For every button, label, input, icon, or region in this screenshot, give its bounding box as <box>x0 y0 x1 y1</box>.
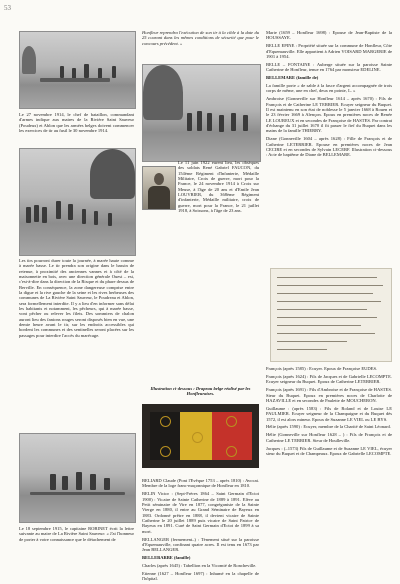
text-paragraph: Hélie (Gonneville sur Honfleur 1628 – ) : Fils de François et de Catherine LE TERRIER. Sieur de Houlleville. <box>266 432 392 443</box>
belgian-flag-photo <box>142 404 259 468</box>
soldiers-marsh-photo <box>19 31 136 109</box>
baptism-act-document <box>270 268 392 362</box>
text-paragraph: Diane (Gonneville 1604 – après 1628) : Fille de François et de Catherine LETERRIER. Epouse en premières noces de Jean CECIRE et en secondes de Sylvain LECERF. Illustration ci-dessous : Acte de baptême de Diane de BELLEMARE. <box>266 136 392 158</box>
soldiers-parade-photo <box>19 148 136 256</box>
text-paragraph: BELLE – FONTAINE : Auberge située sur la paroisse Sainte Catherine de Honfleur, tenue en 1764 par monsieur EDELINE. <box>266 61 392 73</box>
text-paragraph: Le 11 juin 1922 eurent lieu, les obsèques des soldats René Gabriel FAUCON, du 154ème Régiment d'Infanterie, Médaille Militaire, Croix de guerre, mort pour la France, le 24 novembre 1914 à Croix sur Meuse, à l'âge de 20 ans et d'Emile Jean LOUVRIER, du 368ème Régiment d'infanterie, Médaille militaire, croix de guerre, mort pour la France, le 21 juillet 1918, à Soissons, à l'âge de 23 ans. <box>178 160 259 214</box>
text-paragraph: Le 18 septembre 1915, le capitaine ROBINET écrit la lettre suivante au maire de La Rivière Saint Sauveur: « J'ai l'honneur de porter à votre connaissance que le détachement de <box>19 526 134 542</box>
text-paragraph: BELIARD Claude (Pont l'Evêque 1753 – après 1810) : Avocat. Membre de la loge franc-maçonnique de Honfleur en 1810. <box>142 478 259 489</box>
caption-text: Illustration ci-dessous : Drapeau belge réalisé par les Honfleuraises. <box>150 386 251 397</box>
flag-caption <box>142 386 259 399</box>
text-paragraph: Jacques : (–1573) Fils de Guillaume et de Suzanne LE VIEL, écuyer sieur du Buquet et de Champeaux. Epoux de Gabrielle LECOMPTE. <box>266 445 392 457</box>
text-paragraph: BELLE EPINE : Propriété située sur la commune de Honfleur, Côte d'Equemauville. Elle appartient à Adrien VOISARD MARGERIE de 1901 à 1954. <box>266 43 392 59</box>
section-heading: BELLEMARE (famille de) <box>266 75 319 81</box>
text-paragraph: Charles (après 1645) : Tabellion en la Vicomté de Roncheville. <box>142 563 257 569</box>
column-right-upper <box>266 30 392 160</box>
column-middle-obituary <box>178 160 259 216</box>
text-paragraph: Le 27 novembre 1914, le chef de bataillon, commandant d'armes indique aux maires de la Rivière Saint Sauveur (Poudeux) et Ablon que les armées belges doivent commencer les exercices de tir au fusil le 30 novembre 1914. <box>19 112 134 134</box>
text-paragraph: BELLANGER (fermement–) : Tènement situé sur la paroisse d'Equemauville, confinant quatre acres. Il est tenu en 1673 par Jean BELLANGER. <box>142 536 259 553</box>
column-right-lower <box>266 366 392 459</box>
soldiers-shooting-photo <box>19 433 136 523</box>
text-paragraph: Hélie (après 1590) : Ecuyer, membre de la Charité de Saint Léonard. <box>266 424 391 430</box>
column-left-lower <box>19 526 134 545</box>
page-number: 53 <box>4 4 11 12</box>
quote-paragraph: Honfleur reprendra l'exécution de son tir à la cible à la date du 25 courant dans les mêmes conditions de sécurité que pour le concours précédent. » <box>142 30 259 46</box>
text-paragraph: BELIN Victor : (Sept-Frères 1864 – Saint Germain d'Ectot 1900) : Vicaire de Sainte Catherine de 1889 à 1891. Elève au Petit séminaire de Vire en 1877, congréganiste de la Sainte Vierge en 1880, il entre au Grand Séminaire de Bayeux en 1883. Ordonné prêtre en 1888, il devient vicaire de Sainte Catherine le 20 juillet 1889 puis vicaire de Saint Patrice de Bayeux en 1891. Curé de Saint Germain d'Ectot de 1899 à sa mort. <box>142 491 259 534</box>
text-paragraph: Marie (1659 – Honfleur 1698) : Epouse de Jean-Baptiste de la HOUSSAYE. <box>266 30 392 41</box>
text-paragraph: Guillaume : (après 1583) : Fils de Roland et de Louise LE PAULMIER. Ecuyer seigneur de la Champaigne et du Buquet dès 1572, il est alors mineur. Epoux de Suzanne LE VIEL ou LE BYS. <box>266 405 392 422</box>
text-paragraph: Ambroise (Gonneville sur Honfleur 1614 – après 1670) : Fils de François et de Catherine LE TERRIER. Ecuyer seigneur du Buquet. Il est maintenu en son état de noblesse le 5 janvier 1668 à Rouen et le 23 février 1669 à Alençon. Epoux en premières noces de Renée LE LOUREUX et en secondes de Françoise de HASTES. Par contrat d'échange du 31 juillet 1670 il fit passer le fief du Buquet dans les mains de la famille THIERRY. <box>266 96 392 134</box>
column-middle-upper <box>142 30 259 49</box>
column-middle-lower <box>142 478 259 584</box>
column-left-middle <box>19 258 134 341</box>
column-left-upper <box>19 112 134 136</box>
text-paragraph: François (après 1691) : Fils d'Ambroise et de Françoise de HASTES. Sieur du Buquet. Epoux en premières noces de Charlotte de HAZAVILLE et en secondes de Paulette de MOUCHERON. <box>266 387 392 403</box>
soldier-portrait <box>142 166 176 210</box>
text-paragraph: Etienne (1627 – Honfleur 1697) : Inhumé en la chapelle de l'hôpital. <box>142 571 259 582</box>
text-paragraph: François (après 1624) : Fils de Jacques et de Gabrielle LECOMPTE. Ecuyer seigneur du Buquet. Epoux de Catherine LETERRIER. <box>266 373 392 385</box>
text-paragraph: La famille porte « de sable à la fasce d'argent accompagnée de trois corps de même, une en chef, deux en pointe, L. » <box>266 83 392 94</box>
text-paragraph: Les tirs pourront durer toute la journée, à marée haute comme à marée basse. Le tir prendra son origine dans le bassin de retenue, à proximité des anciennes vannes et à côté de la maisonnette en bois, avec une direction générale Ouest – est, c'est-à-dire dans la direction de la Risque et du phare dessus de Berville. En conséquence, la zone dangereuse comprise entre la digue et la rive gauche de la seine et les rives herbeuses des communes de La Rivière Saint Sauveur, le Poudreau et Ablon, sera formellement interdite. Il y a lieu d'en informer sans délai les habitants et notamment, les pêcheurs, qui à marée basse, vont pêcher ou relever les filets. Des sommiers de chalon auront lieu des fanions rouges seront disposés bien en vue, une demie heure avant le tir, sur les endroits accessibles qui bordent les communes et des sentinelles seront placées sur les passages pour interdire l'accès du marécage. <box>19 258 134 338</box>
text-paragraph: François (après 1585) : Ecuyer. Epoux de Françoise EUDES. <box>266 366 378 371</box>
soldiers-funeral-photo <box>142 64 261 162</box>
section-heading: BELLEBARBE (famille) <box>142 555 191 561</box>
